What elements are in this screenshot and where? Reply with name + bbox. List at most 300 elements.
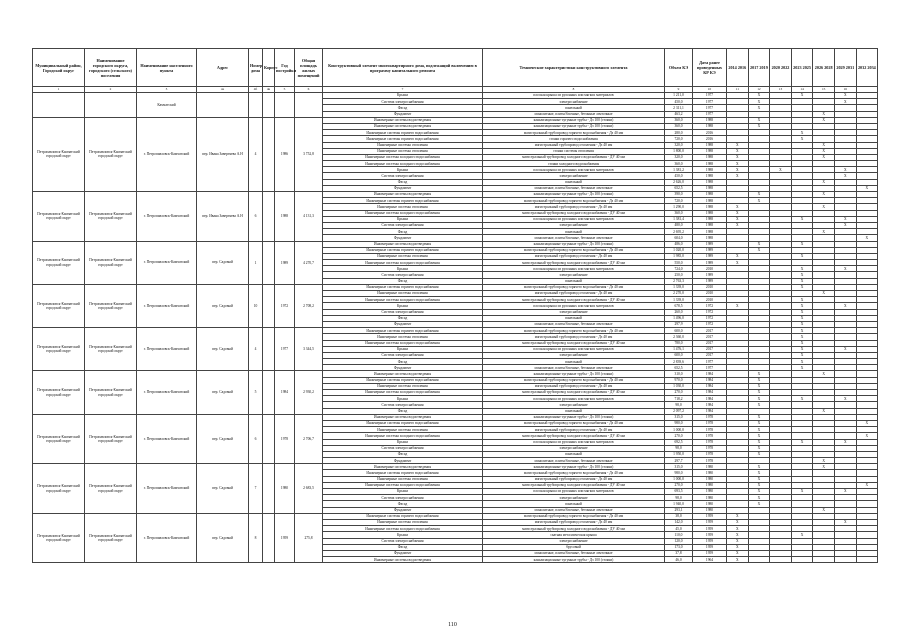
previous-repair-date-cell: 1977 (693, 99, 727, 105)
period-header: 2023 2025 (791, 49, 813, 87)
year-built-cell (275, 93, 295, 118)
previous-repair-date-cell: 1989 (693, 278, 727, 284)
volume-cell: 600,0 (665, 352, 693, 358)
period-mark-cell (770, 557, 792, 563)
element-cell: Инженерные системы холодного водоснабжения (323, 297, 483, 303)
settlement-cell: Петропавловск-Камчатский городской округ (85, 513, 137, 563)
period-mark-cell: X (791, 489, 813, 495)
municipality-cell: Петропавловск-Камчатский городской округ (33, 371, 85, 414)
year-built-cell: 1959 (275, 513, 295, 563)
element-cell: Крыша (323, 216, 483, 222)
previous-repair-date-cell: 1972 (693, 303, 727, 309)
settlement-cell (85, 93, 137, 118)
element-cell: Крыша (323, 346, 483, 352)
previous-repair-date-cell: 1978 (693, 433, 727, 439)
technical-spec-cell: магистральный трубопровод холодного водоснабжения - ДУ 40 мм (483, 260, 665, 266)
period-mark-cell: X (791, 284, 813, 290)
period-mark-cell: X (791, 315, 813, 321)
year-built-cell: 1980 (275, 464, 295, 514)
year-built-cell: 1978 (275, 414, 295, 464)
settlement-cell: Петропавловск-Камчатский городской округ (85, 414, 137, 464)
period-mark-cell: X (748, 117, 770, 123)
previous-repair-date-cell: 1988 (693, 198, 727, 204)
technical-spec-cell: электроснабжение (483, 309, 665, 315)
period-mark-cell: X (727, 513, 749, 519)
period-mark-cell: X (791, 328, 813, 334)
period-mark-cell: X (748, 93, 770, 99)
page-number: 110 (448, 622, 457, 628)
previous-repair-date-cell: 1988 (693, 192, 727, 198)
municipality-cell: Петропавловск-Камчатский городской округ (33, 414, 85, 464)
element-cell: Фасад (323, 451, 483, 457)
document-page (32, 48, 877, 563)
element-cell: Система электроснабжения (323, 173, 483, 179)
floor-area-cell: 3 752,8 (295, 117, 323, 191)
element-cell: Фасад (323, 408, 483, 414)
volume-cell: 315,0 (665, 464, 693, 470)
volume-cell: 98,0 (665, 402, 693, 408)
technical-spec-cell: панельный (483, 179, 665, 185)
period-mark-cell: X (727, 210, 749, 216)
period-mark-cell: X (727, 544, 749, 550)
volume-cell: 360,0 (665, 210, 693, 216)
period-mark-cell: X (748, 377, 770, 383)
technical-spec-cell: плоская крыша из рулонных или мягких материалов (483, 93, 665, 99)
technical-spec-cell: панельный (483, 451, 665, 457)
technical-spec-cell: стояки горячего водоснабжения (483, 136, 665, 142)
element-cell: Инженерные системы отопления (323, 148, 483, 154)
previous-repair-date-cell: 1988 (693, 148, 727, 154)
volume-cell: 1 496,0 (665, 315, 693, 321)
period-mark-cell: X (813, 408, 835, 414)
element-cell: Фасад (323, 544, 483, 550)
volume-cell: 310,0 (665, 371, 693, 377)
volume-cell: 550,0 (665, 260, 693, 266)
column-number: 4б (249, 87, 263, 93)
element-cell: Инженерные системы холодного водоснабжения (323, 210, 483, 216)
period-mark-cell: X (856, 420, 878, 426)
previous-repair-date-cell: 1977 (693, 93, 727, 99)
settlement-cell: Петропавловск-Камчатский городской округ (85, 117, 137, 191)
floor-area-cell: 2 683,5 (295, 464, 323, 514)
previous-repair-date-cell: 1980 (693, 476, 727, 482)
column-number: 11 (727, 87, 749, 93)
period-mark-cell: X (791, 359, 813, 365)
element-cell: Крыша (323, 396, 483, 402)
element-cell: Крыша (323, 167, 483, 173)
period-mark-cell: X (834, 396, 856, 402)
period-mark-cell: X (748, 123, 770, 129)
period-mark-cell: X (834, 173, 856, 179)
previous-repair-date-cell: 1977 (693, 105, 727, 111)
previous-repair-date-cell: 1977 (693, 111, 727, 117)
previous-repair-date-cell: 1984 (693, 377, 727, 383)
volume-cell: 315,0 (665, 414, 693, 420)
column-header: Конструктивный элемент многоквартирного дома, подлежащий включению в программу капитального ремонта (323, 49, 483, 87)
locality-cell: г. Петропавловск-Камчатский (137, 117, 197, 191)
municipality-cell: Петропавловск-Камчатский городской округ (33, 464, 85, 514)
address-cell: пер. Садовый (197, 284, 249, 327)
volume-cell: 260,0 (665, 309, 693, 315)
period-mark-cell (791, 557, 813, 563)
floor-area-cell: 4 270,7 (295, 241, 323, 284)
period-mark-cell: X (791, 309, 813, 315)
element-cell: Инженерные системы горячего водоснабжения (323, 513, 483, 519)
period-mark-cell: X (834, 489, 856, 495)
volume-cell: 297,7 (665, 458, 693, 464)
previous-repair-date-cell: 1984 (693, 383, 727, 389)
element-cell: Система электроснабжения (323, 309, 483, 315)
previous-repair-date-cell: 2017 (693, 334, 727, 340)
element-cell: Инженерные системы горячего водоснабжения (323, 136, 483, 142)
volume-cell: 1 000,0 (665, 427, 693, 433)
technical-spec-cell: плоская крыша из рулонных или мягких материалов (483, 303, 665, 309)
element-cell: Система электроснабжения (323, 445, 483, 451)
technical-spec-cell: магистральный трубопровод холодного водоснабжения - ДУ 40 мм (483, 390, 665, 396)
volume-cell: 724,0 (665, 266, 693, 272)
volume-cell: 1 950,0 (665, 451, 693, 457)
address-cell: пер. Садовый (197, 464, 249, 514)
building-cell (263, 192, 275, 242)
technical-spec-cell: магистральный трубопровод горячего водоснабжения - Дз 40 мм (483, 130, 665, 136)
volume-cell: 38,0 (665, 513, 693, 519)
volume-cell: 46,0 (665, 557, 693, 563)
previous-repair-date-cell: 2010 (693, 291, 727, 297)
technical-spec-cell: магистральный трубопровод отопления - Дз 40 мм (483, 204, 665, 210)
period-mark-cell: X (834, 346, 856, 352)
volume-cell: 37,8 (665, 550, 693, 556)
previous-repair-date-cell: 1978 (693, 414, 727, 420)
volume-cell: 1 381,2 (665, 167, 693, 173)
technical-spec-cell: плоская крыша из рулонных или мягких материалов (483, 167, 665, 173)
volume-cell: 142,0 (665, 519, 693, 525)
element-cell: Крыша (323, 532, 483, 538)
technical-spec-cell: магистральный трубопровод горячего водоснабжения - Дз 40 мм (483, 377, 665, 383)
volume-cell: 297,9 (665, 321, 693, 327)
period-mark-cell: X (727, 519, 749, 525)
building-cell (263, 371, 275, 414)
element-cell: Инженерные системы холодного водоснабжения (323, 260, 483, 266)
period-mark-cell: X (727, 222, 749, 228)
technical-spec-cell: канализационные чугунные трубы - Дз 100 (стояки) (483, 123, 665, 129)
locality-cell: г. Петропавловск-Камчатский (137, 328, 197, 371)
element-cell: Система электроснабжения (323, 99, 483, 105)
period-mark-cell: X (813, 148, 835, 154)
element-cell: Фасад (323, 501, 483, 507)
settlement-cell: Петропавловск-Камчатский городской округ (85, 328, 137, 371)
element-cell: Инженерные системы холодного водоснабжения (323, 390, 483, 396)
previous-repair-date-cell: 1988 (693, 161, 727, 167)
element-cell: Инженерные системы горячего водоснабжения (323, 247, 483, 253)
technical-spec-cell: панельный (483, 408, 665, 414)
element-cell: Инженерные системы водоотведения (323, 371, 483, 377)
period-mark-cell: X (727, 532, 749, 538)
previous-repair-date-cell: 1984 (693, 402, 727, 408)
technical-spec-cell: канализационные чугунные трубы - Дз 100 (стояки) (483, 557, 665, 563)
period-mark-cell: X (727, 550, 749, 556)
settlement-cell: Петропавловск-Камчатский городской округ (85, 464, 137, 514)
previous-repair-date-cell: 1978 (693, 451, 727, 457)
volume-cell: 604,0 (665, 235, 693, 241)
element-cell: Инженерные системы отопления (323, 383, 483, 389)
volume-cell: 652,5 (665, 185, 693, 191)
municipality-cell: Петропавловск-Камчатский городской округ (33, 117, 85, 191)
technical-spec-cell: плоская крыша из рулонных или мягких материалов (483, 346, 665, 352)
previous-repair-date-cell: 1978 (693, 458, 727, 464)
technical-spec-cell: магистральный трубопровод горячего водоснабжения - Дз 40 мм (483, 328, 665, 334)
previous-repair-date-cell: 1959 (693, 513, 727, 519)
period-mark-cell: X (813, 192, 835, 198)
technical-spec-cell: магистральный трубопровод горячего водоснабжения - Дз 40 мм (483, 420, 665, 426)
period-mark-cell: X (813, 371, 835, 377)
period-mark-cell: X (834, 167, 856, 173)
previous-repair-date-cell: 1988 (693, 210, 727, 216)
volume-cell: 1 985,0 (665, 253, 693, 259)
element-cell: Инженерные системы водоотведения (323, 192, 483, 198)
previous-repair-date-cell: 1980 (693, 489, 727, 495)
period-mark-cell: X (813, 464, 835, 470)
element-cell: Инженерные системы горячего водоснабжения (323, 420, 483, 426)
address-cell: пер. Садовый (197, 371, 249, 414)
element-cell: Система электроснабжения (323, 352, 483, 358)
table-body (33, 93, 878, 563)
element-cell: Инженерные системы холодного водоснабжения (323, 340, 483, 346)
previous-repair-date-cell: 2016 (693, 136, 727, 142)
volume-cell: 720,0 (665, 136, 693, 142)
period-mark-cell (748, 557, 770, 563)
previous-repair-date-cell: 2010 (693, 266, 727, 272)
period-mark-cell: X (748, 445, 770, 451)
element-cell: Фасад (323, 229, 483, 235)
year-built-cell: 1977 (275, 328, 295, 371)
technical-spec-cell: панельный (483, 501, 665, 507)
volume-cell: 98,0 (665, 445, 693, 451)
technical-spec-cell: плоская крыша из рулонных или мягких материалов (483, 439, 665, 445)
technical-spec-cell: электроснабжение (483, 445, 665, 451)
house-number-cell: 6 (249, 414, 263, 464)
volume-cell: 2 839,6 (665, 359, 693, 365)
technical-spec-cell: магистральный трубопровод отопления - Дз 40 мм (483, 519, 665, 525)
technical-spec-cell: канализационные чугунные трубы - Дз 100 (стояки) (483, 464, 665, 470)
technical-spec-cell: монолитные, плиты/блочные, бетонные ленточные (483, 458, 665, 464)
period-mark-cell: X (727, 204, 749, 210)
element-cell: Инженерные системы отопления (323, 334, 483, 340)
technical-spec-cell: монолитные, плиты/блочные, бетонные ленточные (483, 321, 665, 327)
element-cell: Инженерные системы горячего водоснабжения (323, 377, 483, 383)
period-mark-cell: X (748, 427, 770, 433)
period-mark-cell: X (748, 198, 770, 204)
technical-spec-cell: брусовый (483, 544, 665, 550)
municipality-cell: Петропавловск-Камчатский городской округ (33, 513, 85, 563)
address-cell: пер. Садовый (197, 241, 249, 284)
column-number: 12 (748, 87, 770, 93)
element-cell: Инженерные системы холодного водоснабжения (323, 526, 483, 532)
period-header: 2014 2016 (727, 49, 749, 87)
volume-cell: 1 476,1 (665, 346, 693, 352)
element-cell: Инженерные системы горячего водоснабжения (323, 328, 483, 334)
previous-repair-date-cell: 1978 (693, 439, 727, 445)
technical-spec-cell: магистральный трубопровод горячего водоснабжения - Дз 40 мм (483, 470, 665, 476)
period-mark-cell: X (748, 433, 770, 439)
period-mark-cell: X (727, 303, 749, 309)
previous-repair-date-cell: 1972 (693, 315, 727, 321)
volume-cell: 480,0 (665, 222, 693, 228)
address-cell: пер. Садовый (197, 513, 249, 563)
period-mark-cell: X (813, 291, 835, 297)
column-number: 15 (813, 87, 835, 93)
period-mark-cell: X (813, 179, 835, 185)
period-mark-cell: X (727, 260, 749, 266)
volume-cell: 692,5 (665, 439, 693, 445)
volume-cell: 280,0 (665, 130, 693, 136)
element-cell: Инженерные системы горячего водоснабжения (323, 130, 483, 136)
previous-repair-date-cell: 1989 (693, 241, 727, 247)
period-mark-cell: X (856, 433, 878, 439)
technical-spec-cell: магистральный трубопровод отопления - Дз 40 мм (483, 383, 665, 389)
technical-spec-cell: электроснабжение (483, 538, 665, 544)
previous-repair-date-cell: 1988 (693, 204, 727, 210)
volume-cell: 486,0 (665, 241, 693, 247)
volume-cell: 1 339,0 (665, 297, 693, 303)
volume-cell: 463,2 (665, 111, 693, 117)
period-mark-cell: X (791, 303, 813, 309)
element-cell: Инженерные системы отопления (323, 476, 483, 482)
period-mark-cell: X (791, 346, 813, 352)
element-cell: Фасад (323, 278, 483, 284)
volume-cell: 1 030,0 (665, 383, 693, 389)
previous-repair-date-cell: 1988 (693, 154, 727, 160)
previous-repair-date-cell: 1988 (693, 167, 727, 173)
technical-spec-cell: канализационные чугунные трубы - Дз 100 (стояки) (483, 117, 665, 123)
previous-repair-date-cell: 1984 (693, 390, 727, 396)
year-built-cell: 1972 (275, 284, 295, 327)
period-mark-cell: X (791, 241, 813, 247)
element-cell: Инженерные системы отопления (323, 253, 483, 259)
period-mark-cell: X (791, 532, 813, 538)
column-header: Наименование населенного пункта (137, 49, 197, 87)
period-mark-cell: X (748, 482, 770, 488)
period-mark-cell: X (770, 167, 792, 173)
technical-spec-cell: монолитные, плиты/блочные, бетонные ленточные (483, 507, 665, 513)
technical-spec-cell: плоская крыша из рулонных или мягких материалов (483, 266, 665, 272)
previous-repair-date-cell: 1988 (693, 142, 727, 148)
settlement-cell: Петропавловск-Камчатский городской округ (85, 284, 137, 327)
element-cell: Система электроснабжения (323, 538, 483, 544)
previous-repair-date-cell: 1980 (693, 464, 727, 470)
previous-repair-date-cell: 1984 (693, 371, 727, 377)
volume-cell: 970,0 (665, 377, 693, 383)
year-built-cell: 1989 (275, 241, 295, 284)
previous-repair-date-cell: 1988 (693, 235, 727, 241)
period-mark-cell: X (748, 241, 770, 247)
column-header: Объем КЭ (665, 49, 693, 87)
column-number: 4в (263, 87, 275, 93)
volume-cell: 293,1 (665, 507, 693, 513)
column-number: 13 (770, 87, 792, 93)
period-mark-cell: X (727, 173, 749, 179)
house-number-cell: 4 (249, 117, 263, 191)
element-cell: Инженерные системы отопления (323, 427, 483, 433)
previous-repair-date-cell: 1980 (693, 495, 727, 501)
volume-cell: 718,2 (665, 396, 693, 402)
previous-repair-date-cell: 1959 (693, 532, 727, 538)
period-mark-cell: X (856, 235, 878, 241)
volume-cell: 270,0 (665, 482, 693, 488)
column-number: 7 (323, 87, 483, 93)
technical-spec-cell: плоская крыша из рулонных или мягких материалов (483, 396, 665, 402)
period-mark-cell: X (791, 352, 813, 358)
element-cell: Инженерные системы водоотведения (323, 117, 483, 123)
technical-spec-cell: панельный (483, 359, 665, 365)
previous-repair-date-cell: 1988 (693, 185, 727, 191)
period-mark-cell: X (748, 439, 770, 445)
capital-repair-table (32, 48, 878, 563)
element-cell: Фасад (323, 315, 483, 321)
element-cell: Крыша (323, 489, 483, 495)
period-mark-cell: X (727, 253, 749, 259)
period-mark-cell: X (791, 266, 813, 272)
previous-repair-date-cell: 1988 (693, 216, 727, 222)
technical-spec-cell: монолитные, плиты/блочные, бетонные ленточные (483, 365, 665, 371)
technical-spec-cell: магистральный трубопровод холодного водоснабжения - ДУ 40 мм (483, 526, 665, 532)
column-number: 3 (137, 87, 197, 93)
municipality-cell (33, 93, 85, 118)
period-mark-cell: X (727, 142, 749, 148)
previous-repair-date-cell: 2016 (693, 130, 727, 136)
house-number-cell: 10 (249, 284, 263, 327)
address-cell: пер. Садовый (197, 328, 249, 371)
technical-spec-cell: магистральный трубопровод горячего водоснабжения - Дз 40 мм (483, 198, 665, 204)
technical-spec-cell: магистральный трубопровод отопления - Дз 40 мм (483, 427, 665, 433)
technical-spec-cell: магистральный трубопровод холодного водоснабжения - ДУ 40 мм (483, 154, 665, 160)
previous-repair-date-cell: 1984 (693, 396, 727, 402)
previous-repair-date-cell: 1980 (693, 482, 727, 488)
year-built-cell: 1988 (275, 192, 295, 242)
column-number: 2 (85, 87, 137, 93)
building-cell (263, 513, 275, 563)
period-mark-cell: X (791, 334, 813, 340)
period-mark-cell: X (748, 470, 770, 476)
volume-cell: 450,0 (665, 99, 693, 105)
period-header: 2020 2022 (770, 49, 792, 87)
volume-cell: 110,0 (665, 532, 693, 538)
period-mark-cell: X (748, 476, 770, 482)
address-cell: пер. Садовый (197, 414, 249, 464)
floor-area-cell: 275,8 (295, 513, 323, 563)
house-number-cell: 1 (249, 241, 263, 284)
technical-spec-cell: панельный (483, 229, 665, 235)
technical-spec-cell: магистральный трубопровод холодного водоснабжения - ДУ 40 мм (483, 433, 665, 439)
technical-spec-cell: панельный (483, 315, 665, 321)
element-cell: Инженерные системы водоотведения (323, 414, 483, 420)
volume-cell: 2 695,2 (665, 229, 693, 235)
period-mark-cell: X (791, 278, 813, 284)
volume-cell: 450,0 (665, 173, 693, 179)
previous-repair-date-cell: 1972 (693, 321, 727, 327)
column-header: Адрес (197, 49, 249, 87)
period-mark-cell: X (748, 105, 770, 111)
previous-repair-date-cell: 1989 (693, 272, 727, 278)
technical-spec-cell: электроснабжение (483, 99, 665, 105)
volume-cell: 780,0 (665, 340, 693, 346)
technical-spec-cell: магистральный трубопровод отопления - Дз 40 мм (483, 291, 665, 297)
technical-spec-cell: электроснабжение (483, 352, 665, 358)
period-mark-cell: X (727, 526, 749, 532)
floor-area-cell: 4 131,3 (295, 192, 323, 242)
element-cell: Крыша (323, 303, 483, 309)
building-cell (263, 241, 275, 284)
period-header: 2029 2031 (834, 49, 856, 87)
